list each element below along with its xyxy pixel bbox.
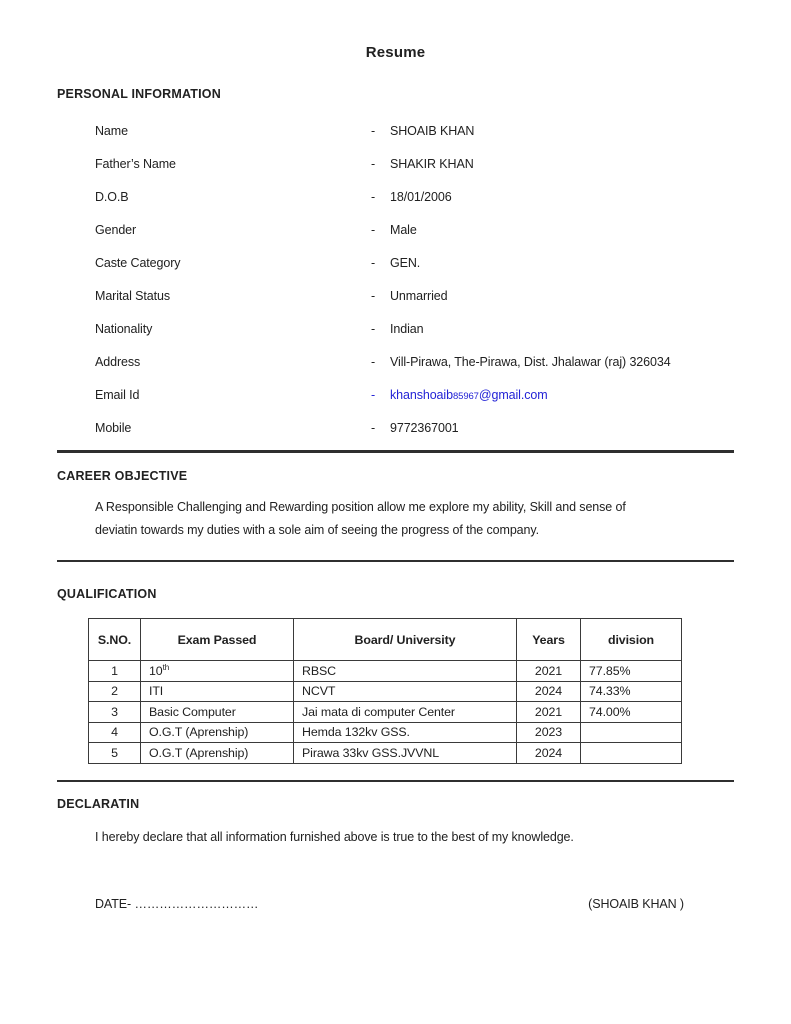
info-separator: - bbox=[371, 156, 376, 171]
table-cell: 2 bbox=[89, 681, 141, 702]
table-header-cell: Board/ University bbox=[294, 619, 517, 661]
table-cell: ITI bbox=[141, 681, 294, 702]
table-header-cell: Exam Passed bbox=[141, 619, 294, 661]
section-divider bbox=[57, 450, 734, 453]
info-label: D.O.B bbox=[95, 189, 129, 204]
info-label: Nationality bbox=[95, 321, 153, 336]
table-header-cell: S.NO. bbox=[89, 619, 141, 661]
info-label: Father’s Name bbox=[95, 156, 176, 171]
table-row bbox=[89, 743, 682, 764]
personal-info-row bbox=[95, 312, 734, 345]
section-divider bbox=[57, 560, 734, 563]
declaration-heading: DECLARATIN bbox=[57, 797, 140, 811]
info-separator: - bbox=[371, 387, 376, 402]
personal-info-row bbox=[95, 378, 734, 411]
table-cell: 2021 bbox=[517, 661, 581, 682]
email-suffix: @gmail.com bbox=[478, 387, 548, 402]
info-value: Indian bbox=[390, 321, 424, 336]
table-cell: 74.00% bbox=[581, 702, 682, 723]
info-label: Name bbox=[95, 123, 128, 138]
info-separator: - bbox=[371, 123, 376, 138]
email-prefix: khanshoaib bbox=[390, 387, 453, 402]
table-cell: 74.33% bbox=[581, 681, 682, 702]
personal-info-row bbox=[95, 246, 734, 279]
signature-footer bbox=[95, 897, 684, 911]
section-declaration bbox=[57, 797, 734, 844]
info-label: Address bbox=[95, 354, 141, 369]
personal-info-row bbox=[95, 345, 734, 378]
table-cell: 2021 bbox=[517, 702, 581, 723]
section-career-objective bbox=[57, 469, 734, 543]
personal-info-row bbox=[95, 147, 734, 180]
email-link[interactable] bbox=[390, 388, 548, 402]
info-value: GEN. bbox=[390, 255, 421, 270]
signature-name: (SHOAIB KHAN ) bbox=[588, 897, 684, 911]
qualification-heading: QUALIFICATION bbox=[57, 587, 157, 601]
personal-info-row bbox=[95, 114, 734, 147]
table-cell: 77.85% bbox=[581, 661, 682, 682]
info-separator: - bbox=[371, 189, 376, 204]
section-personal-information bbox=[57, 87, 734, 444]
table-cell: 1 bbox=[89, 661, 141, 682]
table-row bbox=[89, 722, 682, 743]
table-header-row bbox=[89, 619, 682, 661]
info-label: Marital Status bbox=[95, 288, 171, 303]
date-field: DATE- ………………………… bbox=[95, 897, 259, 911]
table-cell: O.G.T (Aprenship) bbox=[141, 722, 294, 743]
info-separator: - bbox=[371, 288, 376, 303]
info-separator: - bbox=[371, 420, 376, 435]
declaration-text: I hereby declare that all information furnished above is true to the best of my knowledge. bbox=[95, 830, 574, 844]
table-cell: 2024 bbox=[517, 681, 581, 702]
table-cell: Hemda 132kv GSS. bbox=[294, 722, 517, 743]
table-cell: Basic Computer bbox=[141, 702, 294, 723]
info-value: SHAKIR KHAN bbox=[390, 156, 474, 171]
personal-info-row bbox=[95, 279, 734, 312]
info-value: Male bbox=[390, 222, 417, 237]
table-cell: 10th bbox=[141, 661, 294, 682]
personal-info-row bbox=[95, 213, 734, 246]
table-cell: 5 bbox=[89, 743, 141, 764]
info-separator: - bbox=[371, 222, 376, 237]
personal-info-list bbox=[95, 114, 734, 444]
objective-line-1: A Responsible Challenging and Rewarding position allow me explore my ability, Skill and sense of bbox=[95, 499, 626, 514]
info-label: Gender bbox=[95, 222, 137, 237]
info-separator: - bbox=[371, 255, 376, 270]
table-cell: Jai mata di computer Center bbox=[294, 702, 517, 723]
table-cell: 2024 bbox=[517, 743, 581, 764]
personal-info-row bbox=[95, 411, 734, 444]
info-label: Caste Category bbox=[95, 255, 181, 270]
table-header-cell: Years bbox=[517, 619, 581, 661]
superscript: th bbox=[162, 662, 170, 672]
career-objective-heading: CAREER OBJECTIVE bbox=[57, 468, 188, 483]
table-cell: 3 bbox=[89, 702, 141, 723]
table-cell bbox=[581, 743, 682, 764]
table-cell: NCVT bbox=[294, 681, 517, 702]
info-value: 9772367001 bbox=[390, 420, 459, 435]
info-label: Email Id bbox=[95, 387, 140, 402]
section-qualification bbox=[57, 587, 734, 764]
info-value: Unmarried bbox=[390, 288, 448, 303]
table-row bbox=[89, 681, 682, 702]
table-cell: RBSC bbox=[294, 661, 517, 682]
personal-info-row bbox=[95, 180, 734, 213]
objective-line-2: deviatin towards my duties with a sole aim of seeing the progress of the company. bbox=[95, 523, 539, 537]
table-cell: 4 bbox=[89, 722, 141, 743]
table-row bbox=[89, 702, 682, 723]
email-digits: 85967 bbox=[452, 390, 479, 402]
table-cell: Pirawa 33kv GSS.JVVNL bbox=[294, 743, 517, 764]
info-separator: - bbox=[371, 321, 376, 336]
table-cell: 2023 bbox=[517, 722, 581, 743]
info-value: 18/01/2006 bbox=[390, 189, 452, 204]
section-divider bbox=[57, 780, 734, 783]
table-cell: O.G.T (Aprenship) bbox=[141, 743, 294, 764]
info-separator: - bbox=[371, 354, 376, 369]
info-value: Vill-Pirawa, The-Pirawa, Dist. Jhalawar (raj) 326034 bbox=[390, 354, 671, 369]
table-cell bbox=[581, 722, 682, 743]
qualification-table bbox=[88, 618, 682, 764]
table-header-cell: division bbox=[581, 619, 682, 661]
personal-information-heading: PERSONAL INFORMATION bbox=[57, 87, 221, 101]
table-row bbox=[89, 661, 682, 682]
info-label: Mobile bbox=[95, 420, 132, 435]
info-value: SHOAIB KHAN bbox=[390, 123, 475, 138]
document-title: Resume bbox=[365, 44, 426, 61]
career-objective-text bbox=[95, 496, 734, 543]
